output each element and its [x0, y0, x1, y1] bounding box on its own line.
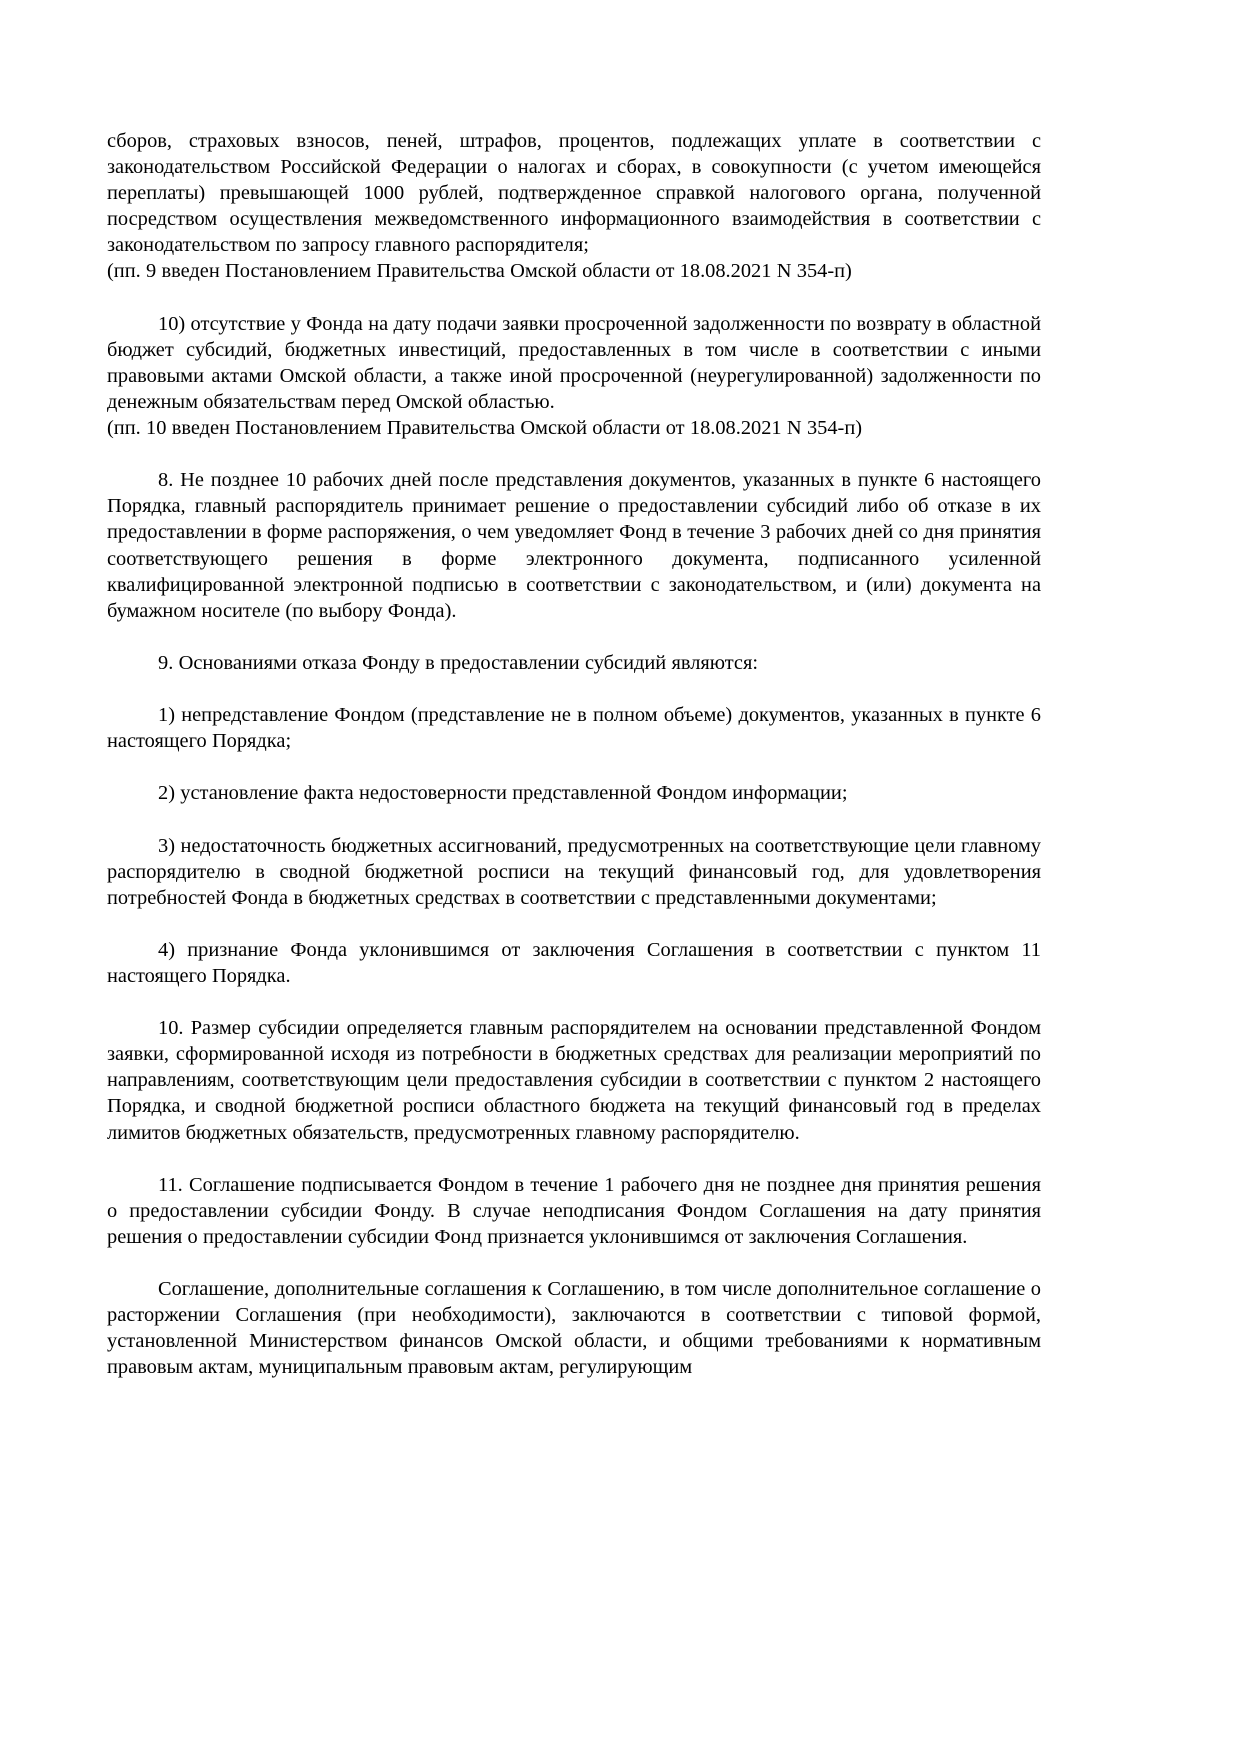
- clause-11-continuation: Соглашение, дополнительные соглашения к Соглашению, в том числе дополнительное соглашение о расторжении Соглашения (при необходимости), заключаются в соответствии с типовой формой, установленной Министерством финансов Омской области, и общими требованиями к нормативным правовым актам, муниципальным правовым актам, регулирующим: [107, 1278, 1041, 1379]
- document-body: [107, 128, 1041, 1381]
- clause-9-item-1: 1) непредставление Фондом (представление не в полном объеме) документов, указанных в пункте 6 настоящего Порядка;: [107, 704, 1041, 753]
- list-item-10: 10) отсутствие у Фонда на дату подачи заявки просроченной задолженности по возврату в областной бюджет субсидий, бюджетных инвестиций, предоставленных в том числе в соответствии с иными правовыми актами Омской области, а также иной просроченной (неурегулированной) задолженности по денежным обязательствам перед Омской областью.: [107, 312, 1041, 413]
- clause-9-item-2: 2) установление факта недостоверности представленной Фондом информации;: [158, 782, 848, 805]
- clause-11: 11. Соглашение подписывается Фондом в течение 1 рабочего дня не позднее дня принятия решения о предоставлении субсидии Фонду. В случае неподписания Фондом Соглашения на дату принятия решения о предоставлении субсидии Фонд признается уклонившимся от заключения Соглашения.: [107, 1173, 1041, 1248]
- clause-8: 8. Не позднее 10 рабочих дней после представления документов, указанных в пункте 6 настоящего Порядка, главный распорядитель принимает решение о предоставлении субсидий либо об отказе в их предоставлении в форме распоряжения, о чем уведомляет Фонд в течение 3 рабочих дней со дня принятия соответствующего решения в форме электронного документа, подписанного усиленной квалифицированной электронной подписью в соответствии с законодательством, и (или) документа на бумажном носителе (по выбору Фонда).: [107, 469, 1041, 622]
- clause-10: 10. Размер субсидии определяется главным распорядителем на основании представленной Фондом заявки, сформированной исходя из потребности в бюджетных средствах для реализации мероприятий по направлениям, соответствующим цели предоставления субсидии в соответствии с пунктом 2 настоящего Порядка, и сводной бюджетной росписи областного бюджета на текущий финансовый год в пределах лимитов бюджетных обязательств, предусмотренных главному распорядителю.: [107, 1017, 1041, 1144]
- clause-9: 9. Основаниями отказа Фонду в предоставлении субсидий являются:: [158, 651, 758, 674]
- clause-9-item-3: 3) недостаточность бюджетных ассигнований, предусмотренных на соответствующие цели главному распорядителю в сводной бюджетной росписи на текущий финансовый год, для удовлетворения потребностей Фонда в бюджетных средствах в соответствии с представленными документами;: [107, 834, 1041, 909]
- paragraph-continuation-point-9: сборов, страховых взносов, пеней, штрафов, процентов, подлежащих уплате в соответствии с законодательством Российской Федерации о налогах и сборах, в совокупности (с учетом имеющейся переплаты) превышающей 1000 рублей, подтвержденное справкой налогового органа, полученной посредством осуществления межведомственного информационного взаимодействия в соответствии с законодательством по запросу главного распорядителя;: [107, 130, 1041, 257]
- amendment-note-point-9: (пп. 9 введен Постановлением Правительства Омской области от 18.08.2021 N 354-п): [107, 260, 852, 283]
- clause-9-item-4: 4) признание Фонда уклонившимся от заключения Соглашения в соответствии с пунктом 11 настоящего Порядка.: [107, 938, 1041, 987]
- amendment-note-point-10: (пп. 10 введен Постановлением Правительства Омской области от 18.08.2021 N 354-п): [107, 417, 863, 440]
